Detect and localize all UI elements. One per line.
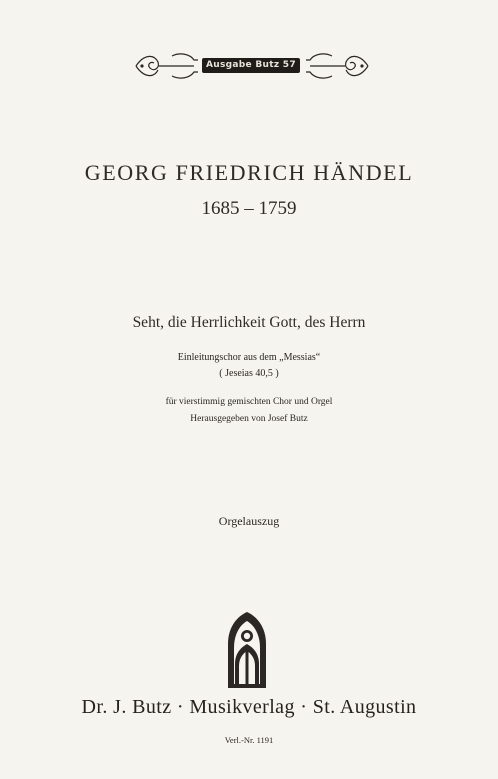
publisher-name: Dr. J. Butz · Musikverlag · St. Augustin bbox=[81, 696, 417, 718]
work-subtitle: Einleitungschor aus dem „Messias“ bbox=[177, 352, 321, 363]
publisher-emblem bbox=[222, 610, 272, 690]
scripture-reference: ( Jeseias 40,5 ) bbox=[219, 368, 279, 379]
composer-name: GEORG FRIEDRICH HÄNDEL bbox=[84, 160, 414, 185]
catalog-number: Verl.-Nr. 1191 bbox=[224, 735, 274, 745]
edition-type: Orgelauszug bbox=[218, 514, 280, 528]
work-title: Seht, die Herrlichkeit Gott, des Herrn bbox=[132, 314, 366, 331]
series-label: Ausgabe Butz 57 bbox=[202, 58, 300, 73]
scoring-note: für vierstimmig gemischten Chor und Orgel bbox=[165, 397, 333, 407]
gothic-window-emblem-icon bbox=[222, 610, 272, 690]
editor-credit: Herausgegeben von Josef Butz bbox=[190, 414, 308, 424]
series-banner bbox=[132, 46, 372, 86]
composer-dates: 1685 – 1759 bbox=[201, 198, 297, 219]
